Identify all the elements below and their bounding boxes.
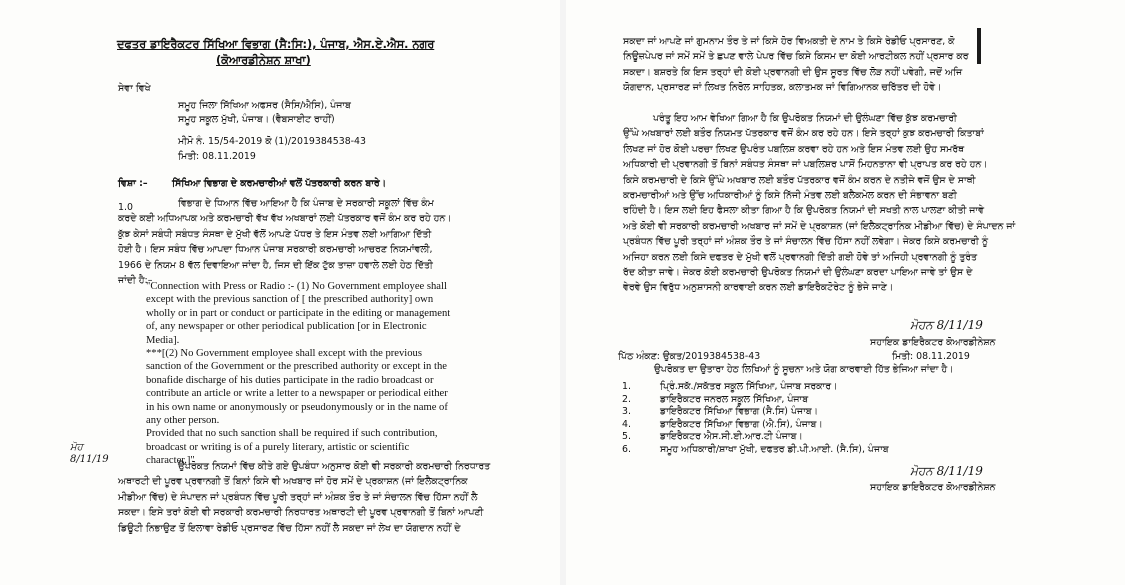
quote-line: in his own name or anonymously or pseudonymously or in the name of bbox=[146, 401, 448, 413]
text-line: ਜਾਂਦੀ ਹੈ:– bbox=[118, 275, 153, 287]
list-item bbox=[622, 419, 889, 432]
signature: ਮੋਹਨ 8/11/19 bbox=[910, 318, 983, 332]
text-line: ਸਕਦਾ। ਬਸ਼ਰਤੇ ਕਿ ਇਸ ਤਰ੍ਹਾਂ ਦੀ ਕੋਈ ਪ੍ਰਵਾਨਗੀ ਦੀ ਉਸ ਸੂਰਤ ਵਿੱਚ ਲੋੜ ਨਹੀਂ ਪਵੇਗੀ, ਜਦੋਂ ਅਜਿ bbox=[623, 66, 963, 78]
letter-page-left bbox=[0, 0, 560, 585]
addressee-line-2: ਸਮੂਹ ਸਕੂਲ ਮੁੱਖੀ, ਪੰਜਾਬ। (ਵੈਬਸਾਈਟ ਰਾਹੀਂ) bbox=[178, 114, 335, 125]
list-item-number: 1. bbox=[622, 381, 631, 392]
quote-line: wholly or in part or conduct or participate in the editing or management bbox=[146, 307, 451, 319]
list-item bbox=[622, 381, 889, 394]
quote-line: "Connection with Press or Radio :- (1) No Government employee shall bbox=[146, 281, 447, 292]
list-item-number: 3. bbox=[622, 406, 631, 418]
quote-line: of, any newspaper or other periodical publication [or in Electronic bbox=[146, 321, 427, 333]
text-line: ਹੋਈ ਹੈ। ਇਸ ਸਬੰਧ ਵਿੱਚ ਆਪਦਾ ਧਿਆਨ ਪੰਜਾਬ ਸਰਕਾਰੀ ਕਰਮਚਾਰੀ ਆਚਰਣ ਨਿਯਮਾਂਵਲੀ, bbox=[118, 244, 433, 256]
memo-date: ਮਿਤੀ: 08.11.2019 bbox=[178, 151, 256, 162]
text-line: 1966 ਦੇ ਨਿਯਮ 8 ਵੱਲ ਦਿਵਾਇਆ ਜਾਂਦਾ ਹੈ, ਜਿਸ ਦੀ ਇੱਕ ਟੁੱਕ ਤਾਜ਼ਾ ਹਵਾਲੇ ਲਈ ਹੇਠ ਦਿੱਤੀ bbox=[118, 259, 433, 271]
quote-line: broadcast or writing is of a purely literary, artistic or scientific bbox=[146, 441, 410, 453]
signatory-title: ਸਹਾਇਕ ਡਾਇਰੈਕਟਰ ਕੋਆਰਡੀਨੇਸ਼ਨ bbox=[870, 482, 996, 493]
list-item-number: 4. bbox=[622, 418, 631, 430]
text-line: ਵੇਰਵੇ ਉਸ ਵਿਰੁੱਧ ਅਨੁਸ਼ਾਸਨੀ ਕਾਰਵਾਈ ਕਰਨ ਲਈ ਡਾਇਰੈਕਟੋਰੇਟ ਨੂੰ ਭੇਜੇ ਜਾਣੇ। bbox=[623, 282, 894, 294]
quote-line: bonafide discharge of his duties participate in the radio broadcast or bbox=[146, 374, 434, 386]
text-line: ਕਿਸੇ ਕਰਮਚਾਰੀ ਦੇ ਕਿਸੇ ਉੱਘੇ ਅਖਬਾਰ ਲਈ ਬਤੌਰ ਪੱਤਰਕਾਰ ਵਜੋਂ ਕੰਮ ਕਰਨ ਦੇ ਨਤੀਜੇ ਵਜੋਂ ਉਸ ਦੇ ਸਾਥੀ bbox=[623, 174, 976, 186]
text-line: ਪਰੰਤੂ ਇਹ ਆਮ ਵੇਖਿਆ ਗਿਆ ਹੈ ਕਿ ਉਪਰੋਕਤ ਨਿਯਮਾਂ ਦੀ ਉਲੰਘਣਾ ਵਿੱਚ ਕੁੱਝ ਕਰਮਚਾਰੀ bbox=[653, 113, 957, 124]
quote-line: Provided that no such sanction shall be required if such contribution, bbox=[146, 428, 438, 440]
rule-8-quote bbox=[146, 280, 450, 468]
signatory-title: ਸਹਾਇਕ ਡਾਇਰੈਕਟਰ ਕੋਆਰਡੀਨੇਸ਼ਨ bbox=[870, 337, 996, 348]
letter-page-right bbox=[566, 0, 1125, 585]
office-header: ਦਫਤਰ ਡਾਇਰੈਕਟਰ ਸਿੱਖਿਆ ਵਿਭਾਗ (ਸੈ:ਸਿ:), ਪੰਜਾਬ, ਐਸ.ਏ.ਐਸ. ਨਗਰ bbox=[117, 38, 435, 51]
copy-intro: ਉਪਰੋਕਤ ਦਾ ਉਤਾਰਾ ਹੇਠ ਲਿਖਿਆਂ ਨੂੰ ਸੂਚਨਾ ਅਤੇ ਯੋਗ ਕਾਰਵਾਈ ਹਿੱਤ ਭੇਜਿਆ ਜਾਂਦਾ ਹੈ। bbox=[654, 364, 954, 375]
list-item-number: 5. bbox=[622, 431, 631, 443]
text-line: ਅਜਿਹਾ ਕਰਨ ਲਈ ਕਿਸੇ ਦਫਤਰ ਦੇ ਮੁੱਖੀ ਵਲੋਂ ਪ੍ਰਵਾਨਗੀ ਦਿੱਤੀ ਗਈ ਹੋਵੇ ਤਾਂ ਅਜਿਹੀ ਪ੍ਰਵਾਨਗੀ ਨੂੰ ਤੁਰੰਤ bbox=[623, 251, 978, 263]
text-line: ਉੱਘੇ ਅਖਬਾਰਾਂ ਲਈ ਬਤੌਰ ਨਿਯਮਤ ਪੱਤਰਕਾਰ ਵਜੋਂ ਕੰਮ ਕਰ ਰਹੇ ਹਨ। ਇਸੇ ਤਰ੍ਹਾਂ ਕੁਝ ਕਰਮਚਾਰੀ ਕਿਤਾਬਾਂ bbox=[623, 128, 984, 140]
text-line: ਵਿਭਾਗ ਦੇ ਧਿਆਨ ਵਿੱਚ ਆਇਆ ਹੈ ਕਿ ਪੰਜਾਬ ਦੇ ਸਰਕਾਰੀ ਸਕੂਲਾਂ ਵਿੱਚ ਕੰਮ bbox=[178, 198, 434, 209]
list-item-text: ਡਾਇਰੈਕਟਰ ਸਿੱਖਿਆ ਵਿਭਾਗ (ਐ.ਸਿ), ਪੰਜਾਬ। bbox=[660, 418, 823, 430]
paragraph-number: 1.0 bbox=[118, 202, 133, 213]
copy-list bbox=[622, 381, 889, 457]
quote-line: Media]. bbox=[146, 334, 180, 346]
quote-line: character.]" bbox=[146, 455, 195, 467]
text-line: ਮੀਡੀਆ ਵਿੱਚ) ਦੇ ਸੰਪਾਦਨ ਜਾਂ ਪ੍ਰਬੰਧਨ ਵਿੱਚ ਪੂਰੀ ਤਰ੍ਹਾਂ ਜਾਂ ਅੰਸ਼ਕ ਤੌਰ ਤੇ ਜਾਂ ਸੰਚਾਲਨ ਵਿੱਚ ਹਿੱਸਾ ਨਹੀਂ ਲੈ bbox=[118, 491, 478, 503]
memo-number: ਮੀਮੋ ਨੰ. 15/54-2019 ਕੋ (1)/2019384538-43 bbox=[178, 136, 366, 147]
addressee-line-1: ਸਮੂਹ ਜਿਲਾ ਸਿੱਖਿਆ ਅਫਸਰ (ਸੈਸਿ/ਐਸਿ), ਪੰਜਾਬ bbox=[178, 100, 351, 111]
text-line: ਡਿਊਟੀ ਨਿਭਾਉਣ ਤੋਂ ਇਲਾਵਾ ਰੇਡੀਓ ਪ੍ਰਸਾਰਣ ਵਿੱਚ ਹਿੱਸਾ ਨਹੀਂ ਲੈ ਸਕਦਾ ਜਾਂ ਲੇਖ ਦਾ ਯੋਗਦਾਨ ਨਹੀਂ ਦੇ bbox=[118, 522, 461, 534]
text-line: ਕਰਮਚਾਰੀਆਂ ਅਤੇ ਉੱਚ ਅਧਿਕਾਰੀਆਂ ਨੂੰ ਕਿਸੇ ਨਿੱਜੀ ਮੰਤਵ ਲਈ ਬਲੈਕਮੇਲ ਕਰਨ ਦੀ ਸੰਭਾਵਨਾ ਬਣੀ bbox=[623, 190, 957, 202]
text-line: ਕੁੱਝ ਕੇਸਾਂ ਸਬੰਧੀ ਸਬੰਧਤ ਸੰਸਥਾ ਦੇ ਮੁੱਖੀ ਵੱਲੋਂ ਆਪਣੇ ਪੱਧਰ ਤੇ ਇਸ ਮੰਤਵ ਲਈ ਆਗਿਆ ਦਿੱਤੀ bbox=[118, 228, 432, 240]
subject-label: ਵਿਸ਼ਾ :– bbox=[118, 178, 148, 189]
text-line: ਪ੍ਰਬੰਧਨ ਵਿੱਚ ਪੂਰੀ ਤਰ੍ਹਾਂ ਜਾਂ ਅੰਸ਼ਕ ਤੌਰ ਤੇ ਜਾਂ ਸੰਚਾਲਨ ਵਿੱਚ ਹਿੱਸਾ ਨਹੀਂ ਲਵੇਗਾ। ਜੇਕਰ ਕਿਸੇ ਕਰਮਚਾਰੀ ਨੂੰ bbox=[623, 236, 988, 248]
paragraph-2-continued bbox=[623, 34, 969, 96]
list-item-text: ਡਾਇਰੈਕਟਰ ਜਨਰਲ ਸਕੂਲ ਸਿੱਖਿਆ, ਪੰਜਾਬ bbox=[660, 393, 809, 405]
signature: ਮੋਹਨ 8/11/19 bbox=[910, 464, 983, 478]
quote-line: any other person. bbox=[146, 415, 220, 427]
list-item bbox=[622, 431, 889, 444]
quote-line: except with the previous sanction of [ the prescribed authority] own bbox=[146, 294, 434, 306]
list-item bbox=[622, 394, 889, 407]
margin-signature: ਮੋਹ 8/11/19 bbox=[70, 442, 109, 465]
subject-text: ਸਿੱਖਿਆ ਵਿਭਾਗ ਦੇ ਕਰਮਚਾਰੀਆਂ ਵਲੋਂ ਪੱਤਰਕਾਰੀ ਕਰਨ ਬਾਰੇ। bbox=[172, 178, 387, 189]
text-line: ਉਪਰੋਕਤ ਨਿਯਮਾਂ ਵਿੱਚ ਕੀਤੇ ਗਏ ਉਪਬੰਧਾ ਅਨੁਸਾਰ ਕੋਈ ਵੀ ਸਰਕਾਰੀ ਕਰਮਚਾਰੀ ਨਿਰਧਾਰਤ bbox=[178, 461, 491, 472]
addressee-label: ਸੇਵਾ ਵਿਖੇ bbox=[118, 83, 151, 94]
text-line: ਰਹਿੰਦੀ ਹੈ। ਇਸ ਲਈ ਇਹ ਫੈਸਲਾ ਕੀਤਾ ਗਿਆ ਹੈ ਕਿ ਉਪਰੋਕਤ ਨਿਯਮਾਂ ਦੀ ਸਖਤੀ ਨਾਲ ਪਾਲਣਾ ਕੀਤੀ ਜਾਵੇ bbox=[623, 205, 984, 217]
paragraph-3 bbox=[623, 111, 1016, 296]
list-item-text: ਡਾਇਰੈਕਟਰ ਐਸ.ਸੀ.ਈ.ਆਰ.ਟੀ ਪੰਜਾਬ। bbox=[660, 431, 803, 443]
quote-line: sanction of the Government or the prescribed authority or except in the bbox=[146, 361, 447, 373]
list-item-text: ਸਮੂਹ ਅਧਿਕਾਰੀ/ਸ਼ਾਖਾ ਮੁੱਖੀ, ਦਫਤਰ ਡੀ.ਪੀ.ਆਈ. (ਸੈ.ਸਿ), ਪੰਜਾਬ bbox=[660, 443, 889, 455]
text-line: ਅਧਿਕਾਰੀ ਦੀ ਪ੍ਰਵਾਨਗੀ ਤੋਂ ਬਿਨਾਂ ਸਬੰਧਤ ਸੰਸਥਾ ਜਾਂ ਪਬਲਿਸ਼ਰ ਪਾਸੋਂ ਮਿਹਨਤਾਨਾ ਵੀ ਪ੍ਰਾਪਤ ਕਰ ਰਹੇ ਹਨ। bbox=[623, 159, 988, 171]
text-line: ਰੱਦ ਕੀਤਾ ਜਾਵੇ। ਜੇਕਰ ਕੋਈ ਕਰਮਚਾਰੀ ਉਪਰੋਕਤ ਨਿਯਮਾਂ ਦੀ ਉਲੰਘਣਾ ਕਰਦਾ ਪਾਇਆ ਜਾਵੇ ਤਾਂ ਉਸ ਦੇ bbox=[623, 267, 973, 279]
text-line: ਲਿਖਣ ਜਾਂ ਹੋਰ ਕੋਈ ਪਰਚਾ ਲਿਖਣ ਉਪਰੰਤ ਪਬਲਿਸ਼ ਕਰਵਾ ਰਹੇ ਹਨ ਅਤੇ ਇਸ ਮੰਤਵ ਲਈ ਉਹ ਸਮਰੱਥ bbox=[623, 143, 965, 155]
text-line: ਯੋਗਦਾਨ, ਪ੍ਰਸਾਰਣ ਜਾਂ ਲਿਖਤ ਨਿਰੋਲ ਸਾਹਿਤਕ, ਕਲਾਤਮਕ ਜਾਂ ਵਿਗਿਆਨਕ ਚਰਿੱਤਰ ਦੀ ਹੋਵੇ। bbox=[623, 82, 942, 94]
list-item bbox=[622, 444, 889, 457]
list-item-text: ਪ੍ਰਿੰ.ਸਕੱ./ਸਕੱਤਰ ਸਕੂਲ ਸਿੱਖਿਆ, ਪੰਜਾਬ ਸਰਕਾਰ। bbox=[660, 381, 838, 392]
list-item bbox=[622, 406, 889, 419]
list-item-number: 6. bbox=[622, 443, 631, 455]
text-line: ਅਥਾਰਟੀ ਦੀ ਪੂਰਵ ਪ੍ਰਵਾਨਗੀ ਤੋਂ ਬਿਨਾਂ ਕਿਸੇ ਵੀ ਅਖਬਾਰ ਜਾਂ ਹੋਰ ਸਮੇਂ ਦੇ ਪ੍ਰਕਾਸ਼ਨ (ਜਾਂ ਇਲੈਕਟ੍ਰਾਨਿਕ bbox=[118, 476, 468, 488]
list-item-text: ਡਾਇਰੈਕਟਰ ਸਿੱਖਿਆ ਵਿਭਾਗ (ਸੈ.ਸਿ) ਪੰਜਾਬ। bbox=[660, 406, 818, 418]
branch-header: (ਕੋਆਰਡੀਨੇਸ਼ਨ ਸ਼ਾਖਾ) bbox=[216, 54, 311, 67]
quote-line: ***[(2) No Government employee shall except with the previous bbox=[146, 348, 422, 360]
text-line: ਅਤੇ ਕੋਈ ਵੀ ਸਰਕਾਰੀ ਕਰਮਚਾਰੀ ਅਖਬਾਰ ਜਾਂ ਸਮੇਂ ਦੇ ਪ੍ਰਕਾਸ਼ਨ (ਜਾਂ ਇਲੈਕਟ੍ਰਾਨਿਕ ਮੀਡੀਆ ਵਿੱਚ) ਦੇ ਸੰਪਾਦਨ ਜਾਂ bbox=[623, 220, 1016, 232]
endorsement-number: ਪਿੱਠ ਅੰਕਣ: ਉਕਤ/2019384538-43 bbox=[618, 351, 761, 362]
list-item-number: 2. bbox=[622, 393, 631, 405]
text-line: ਨਿਊਜ਼ਪੇਪਰ ਜਾਂ ਸਮੇਂ ਸਮੇਂ ਤੇ ਛਪਣ ਵਾਲੇ ਪੇਪਰ ਵਿੱਚ ਕਿਸੇ ਕਿਸਮ ਦਾ ਕੋਈ ਆਰਟੀਕਲ ਨਹੀਂ ਪ੍ਰਸਾਰ ਕਰ bbox=[623, 51, 969, 63]
endorsement-date: ਮਿਤੀ: 08.11.2019 bbox=[892, 351, 970, 362]
quote-line: contribute an article or write a letter to a newspaper or periodical either bbox=[146, 388, 448, 400]
scan-mark bbox=[977, 28, 981, 64]
text-line: ਸਕਦਾ। ਇਸੇ ਤਰਾਂ ਕੋਈ ਵੀ ਸਰਕਾਰੀ ਕਰਮਚਾਰੀ ਨਿਰਧਾਰਤ ਅਥਾਰਟੀ ਦੀ ਪੂਰਵ ਪ੍ਰਵਾਨਗੀ ਤੋਂ ਬਿਨਾਂ ਆਪਣੀ bbox=[118, 507, 484, 519]
text-line: ਕਰਦੇ ਕਈ ਅਧਿਆਪਕ ਅਤੇ ਕਰਮਚਾਰੀ ਵੱਖ ਵੱਖ ਅਖਬਾਰਾਂ ਲਈ ਪੱਤਰਕਾਰ ਵਜੋਂ ਕੰਮ ਕਰ ਰਹੇ ਹਨ। bbox=[118, 213, 452, 225]
text-line: ਸਕਦਾ ਜਾਂ ਆਪਣੇ ਜਾਂ ਗੁਮਨਾਮ ਤੌਰ ਤੇ ਜਾਂ ਕਿਸੇ ਹੋਰ ਵਿਅਕਤੀ ਦੇ ਨਾਮ ਤੇ ਕਿਸੇ ਰੇਡੀਓ ਪ੍ਰਸਾਰਣ, ਕੋ bbox=[623, 36, 955, 47]
